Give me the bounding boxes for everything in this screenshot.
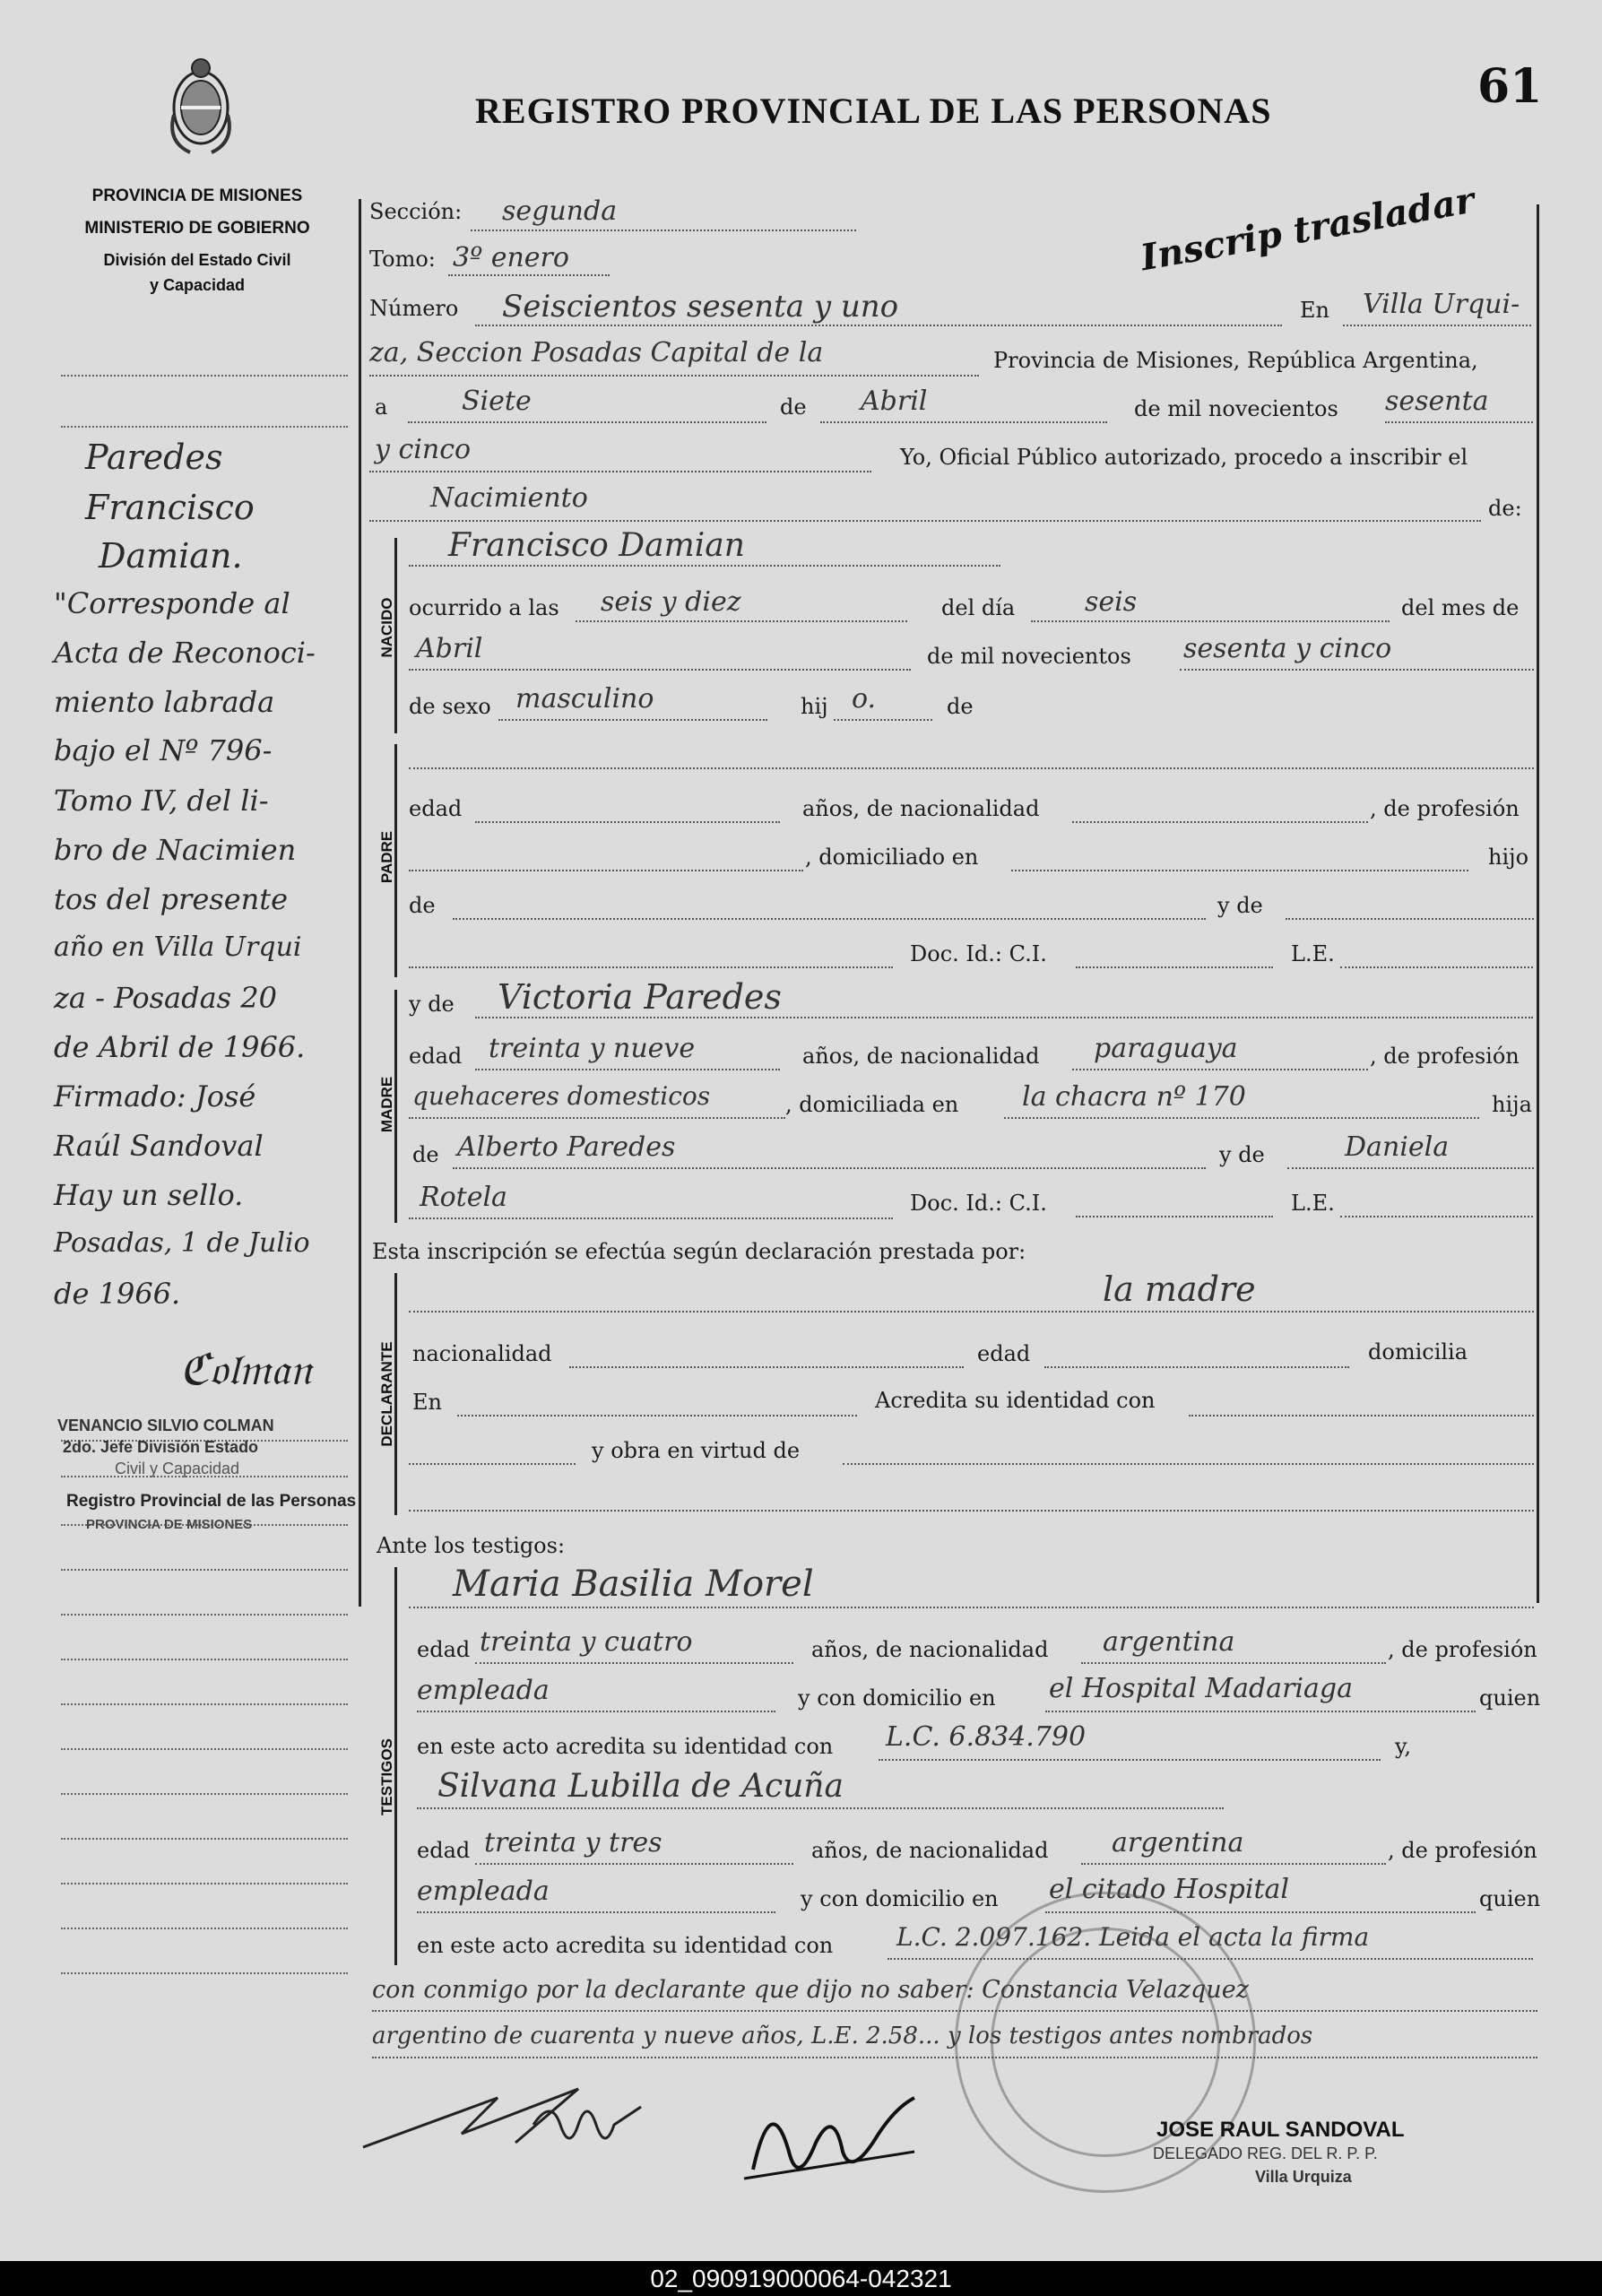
t1-quien-label: quien [1479,1685,1541,1711]
margin-note-line: Francisco [85,488,255,527]
declarante-acredita-label: Acredita su identidad con [875,1388,1156,1413]
madre-prof-value: quehaceres domesticos [412,1081,711,1111]
margin-note-line: Damian. [99,536,243,576]
t2-edad-label: edad [417,1838,471,1863]
continuation-2: argentino de cuarenta y nueve años, L.E. 2.58... y los testigos antes nombrados [372,2023,1313,2049]
side-label-declarante: DECLARANTE [378,1341,395,1447]
madre-yde-label: y de [1219,1142,1265,1167]
margin-note-line: Acta de Reconoci- [54,636,316,670]
t1-prof-label: , de profesión [1388,1637,1537,1662]
de-mil-label: de mil novecientos [927,644,1131,669]
en-value: Villa Urqui- [1363,289,1520,320]
page-title: REGISTRO PROVINCIAL DE LAS PERSONAS [475,91,1272,131]
stamp-left-line2: 2do. Jefe División Estado [63,1438,259,1456]
madre-dom-label: , domiciliada en [785,1092,959,1117]
t2-quien-label: quien [1479,1886,1541,1911]
coat-of-arms-icon [163,52,238,160]
tipo-value: Nacimiento [430,482,588,514]
sexo-value: masculino [515,683,654,715]
ante-label: Ante los testigos: [377,1533,566,1558]
de-label: de [780,394,807,420]
t1-acredita-label: en este acto acredita su identidad con [417,1734,834,1759]
stamp-left-line3: Civil y Capacidad [115,1460,240,1477]
madre-anos-label: años, de nacionalidad [802,1044,1040,1069]
seccion-value: segunda [502,195,618,227]
margin-note-line: Raúl Sandoval [54,1129,264,1163]
padre-de-label: de [409,893,436,918]
side-label-madre: MADRE [378,1076,395,1133]
tomo-label: Tomo: [369,247,436,272]
header-province: PROVINCIA DE MISIONES [91,186,303,205]
anio2-value: y cinco [375,434,472,465]
nombre-value: Francisco Damian [448,527,745,564]
madre-nac-value: paraguaya [1094,1033,1238,1064]
hora-value: seis y diez [601,586,741,618]
margin-note-line: miento labrada [54,685,275,719]
madre-madre2-value: Rotela [420,1182,507,1213]
t2-doc-value: L.C. 2.097.162. Leida el acta la firma [896,1922,1370,1952]
padre-prof-label: , de profesión [1370,796,1520,821]
de-colon-label: de: [1488,496,1522,521]
t2-edad-value: treinta y tres [484,1827,662,1858]
anio-value: sesenta [1385,386,1489,417]
t1-dom-value: el Hospital Madariaga [1049,1673,1353,1704]
madre-dom-value: la chacra nº 170 [1022,1081,1246,1113]
dia-nac-value: seis [1085,586,1138,618]
t2-dom-value: el citado Hospital [1049,1874,1289,1905]
seccion-label: Sección: [369,199,463,224]
margin-note-line: Posadas, 1 de Julio [54,1227,310,1259]
madre-y-de-label: y de [409,992,455,1017]
madre-de-label: de [412,1142,439,1167]
padre-doc-label: Doc. Id.: C.I. [910,941,1047,966]
footer-id: 02_090919000064-042321 [0,2261,1602,2296]
declarante-value: la madre [1103,1269,1256,1309]
numero-value: Seiscientos sesenta y uno [502,289,899,325]
margin-note-line: Paredes [85,438,223,477]
margin-note-line: Hay un sello. [54,1178,244,1212]
testigo2-value: Silvana Lubilla de Acuña [437,1768,844,1805]
padre-dom-label: , domiciliado en [805,845,979,870]
t1-y-label: y, [1395,1734,1411,1759]
sexo-label: de sexo [409,694,491,719]
t2-prof-value: empleada [417,1876,550,1907]
tomo-value: 3º enero [453,242,569,273]
signature-left: ℭ𝔬𝔩𝔪𝔞𝔫 [179,1345,312,1395]
stamp-right-line3: Villa Urquiza [1255,2168,1352,2186]
madre-edad-value: treinta y nueve [489,1033,696,1064]
header-ministry: MINISTERIO DE GOBIERNO [84,219,310,238]
provincia-label: Provincia de Misiones, República Argentina, [993,348,1478,373]
madre-doc-label: Doc. Id.: C.I. [910,1191,1047,1216]
margin-note-line: tos del presente [54,882,289,916]
stamp-right-line1: JOSE RAUL SANDOVAL [1156,2118,1405,2142]
t1-edad-value: treinta y cuatro [480,1626,693,1658]
mil-label: de mil novecientos [1134,396,1338,421]
margin-note-line: de 1966. [54,1277,181,1311]
en-label: En [1300,298,1329,323]
declarante-en-label: En [412,1390,442,1415]
t1-prof-value: empleada [417,1675,550,1706]
margin-note-line: Firmado: José [54,1079,256,1113]
del-mes-label: del mes de [1401,595,1520,620]
declarante-edad-label: edad [977,1341,1031,1366]
lugar-value: za, Seccion Posadas Capital de la [369,337,824,368]
page-number: 61 [1477,59,1543,114]
t1-dom-label: y con domicilio en [798,1685,996,1711]
side-label-nacido: NACIDO [378,597,395,658]
t2-prof-label: , de profesión [1388,1838,1537,1863]
side-label-testigos: TESTIGOS [378,1738,395,1815]
margin-note-line: bajo el Nº 796- [54,733,273,767]
testigo1-value: Maria Basilia Morel [453,1564,814,1605]
margin-note-line: año en Villa Urqui [54,931,302,963]
madre-hija-label: hija [1492,1092,1532,1117]
stamp-left-line4: Registro Provincial de las Personas [66,1492,357,1511]
madre-madre-value: Daniela [1345,1131,1450,1163]
padre-hijo-label: hijo [1488,845,1529,870]
t2-anos-label: años, de nacionalidad [811,1838,1049,1863]
t1-edad-label: edad [417,1637,471,1662]
t2-dom-label: y con domicilio en [801,1886,999,1911]
ocurrido-label: ocurrido a las [409,595,559,620]
padre-anos-label: años, de nacionalidad [802,796,1040,821]
margin-note-line: "Corresponde al [54,586,290,620]
madre-le-label: L.E. [1291,1191,1335,1216]
madre-nombre-value: Victoria Paredes [498,977,782,1017]
t2-nac-value: argentina [1112,1827,1244,1858]
margin-note-line: Tomo IV, del li- [54,784,269,818]
declarante-dom-label: domicilia [1368,1339,1468,1365]
signature-witness-icon [354,2062,731,2170]
stamp-left-line5: PROVINCIA DE MISIONES [86,1517,253,1532]
header-capacidad: y Capacidad [149,276,246,294]
continuation-1: con conmigo por la declarante que dijo no saber: Constancia Velazquez [372,1976,1249,2004]
inscripcion-label: Esta inscripción se efectúa según declaración prestada por: [372,1239,1026,1264]
t1-doc-value: L.C. 6.834.790 [886,1721,1087,1753]
signature-declarante-icon [735,2080,932,2196]
t2-acredita-label: en este acto acredita su identidad con [417,1933,834,1958]
mes-nac-value: Abril [416,633,483,664]
hijo-suffix: o. [852,683,877,715]
de2-label: de [947,694,974,719]
oficial-label: Yo, Oficial Público autorizado, procedo a inscribir el [900,445,1468,470]
declarante-nac-label: nacionalidad [412,1341,552,1366]
header-division: División del Estado Civil [103,251,291,269]
mes-value: Abril [861,386,928,417]
anio-nac-value: sesenta y cinco [1183,633,1392,664]
margin-note-line: bro de Nacimien [54,833,297,867]
madre-edad-label: edad [409,1044,463,1069]
dia-value: Siete [462,386,532,417]
madre-padre-value: Alberto Paredes [457,1131,676,1163]
t1-anos-label: años, de nacionalidad [811,1637,1049,1662]
padre-edad-label: edad [409,796,463,821]
stamp-left-line1: VENANCIO SILVIO COLMAN [57,1417,274,1434]
annotation-top: Inscrip trasladar [1137,178,1478,280]
margin-note-line: de Abril de 1966. [54,1030,306,1064]
stamp-right-line2: DELEGADO REG. DEL R. P. P. [1153,2144,1378,2162]
margin-note-line: za - Posadas 20 [54,981,277,1015]
side-label-padre: PADRE [378,830,395,884]
padre-le-label: L.E. [1291,941,1335,966]
numero-label: Número [369,296,459,321]
madre-prof-label: , de profesión [1370,1044,1520,1069]
del-dia-label: del día [941,595,1016,620]
a-label: a [375,394,388,420]
padre-y-de-label: y de [1217,893,1263,918]
hij-label: hij [801,694,828,719]
t1-nac-value: argentina [1103,1626,1235,1658]
declarante-obra-label: y obra en virtud de [592,1438,801,1463]
